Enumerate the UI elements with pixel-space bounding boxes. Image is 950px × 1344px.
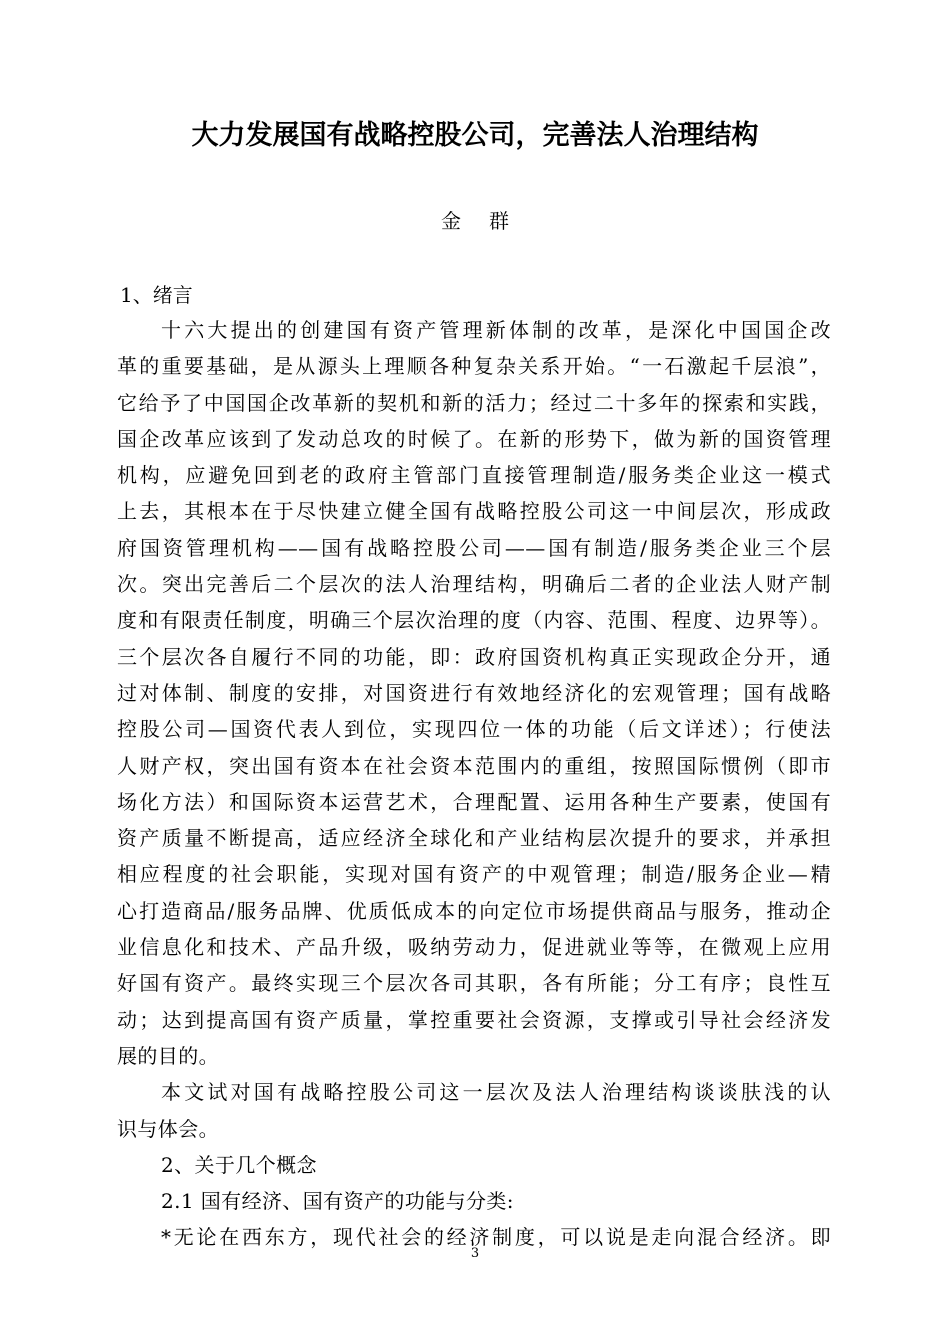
text-line: 次。突出完善后二个层次的法人治理结构，明确后二者的企业法人财产制	[117, 572, 831, 597]
text-line: 心打造商品/服务品牌、优质低成本的向定位市场提供商品与服务，推动企	[117, 898, 831, 923]
text-line: 国企改革应该到了发动总攻的时候了。在新的形势下，做为新的国资管理	[117, 426, 831, 451]
text-line: 业信息化和技术、产品升级，吸纳劳动力，促进就业等等，在微观上应用	[117, 935, 831, 960]
document-title: 大力发展国有战略控股公司，完善法人治理结构	[191, 120, 759, 151]
text-line: 机构，应避免回到老的政府主管部门直接管理制造/服务类企业这一模式	[117, 463, 831, 488]
text-line: 展的目的。	[117, 1043, 219, 1068]
section-heading: 1、绪言	[120, 283, 193, 307]
text-line: 相应程度的社会职能，实现对国有资产的中观管理；制造/服务企业—精	[117, 862, 831, 887]
page-number: 3	[470, 1246, 480, 1261]
subsection-heading: 2.1 国有经济、国有资产的功能与分类:	[161, 1189, 514, 1214]
text-line: 好国有资产。最终实现三个层次各司其职，各有所能；分工有序；良性互	[117, 971, 831, 996]
text-line: 它给予了中国国企改革新的契机和新的活力；经过二十多年的探索和实践，	[117, 390, 831, 415]
text-line: 三个层次各自履行不同的功能，即：政府国资机构真正实现政企分开，通	[117, 644, 831, 669]
subsection-heading: 2、关于几个概念	[161, 1152, 317, 1177]
author-name: 金群	[441, 209, 537, 233]
text-line: 革的重要基础，是从源头上理顺各种复杂关系开始。“一石激起千层浪”，	[117, 354, 831, 379]
text-line: 人财产权，突出国有资本在社会资本范围内的重组，按照国际惯例（即市	[117, 753, 831, 778]
text-line: 资产质量不断提高，适应经济全球化和产业结构层次提升的要求，并承担	[117, 826, 831, 851]
text-line: 上去，其根本在于尽快建立健全国有战略控股公司这一中间层次，形成政	[117, 499, 831, 524]
text-line: 过对体制、制度的安排，对国资进行有效地经济化的宏观管理；国有战略	[117, 680, 831, 705]
text-line: 识与体会。	[117, 1116, 219, 1141]
text-line: 动；达到提高国有资产质量，掌控重要社会资源，支撑或引导社会经济发	[117, 1007, 831, 1032]
body-text	[117, 312, 831, 1256]
text-line: 府国资管理机构——国有战略控股公司——国有制造/服务类企业三个层	[117, 535, 831, 560]
text-line: 场化方法）和国际资本运营艺术，合理配置、运用各种生产要素，使国有	[117, 789, 831, 814]
text-line: 度和有限责任制度，明确三个层次治理的度（内容、范围、程度、边界等）。	[117, 608, 831, 633]
text-line: 本文试对国有战略控股公司这一层次及法人治理结构谈谈肤浅的认	[161, 1080, 831, 1105]
text-line: 十六大提出的创建国有资产管理新体制的改革，是深化中国国企改	[161, 318, 831, 342]
text-line: *无论在西东方，现代社会的经济制度，可以说是走向混合经济。即	[161, 1225, 831, 1250]
text-line: 控股公司—国资代表人到位，实现四位一体的功能（后文详述）；行使法	[117, 717, 831, 742]
